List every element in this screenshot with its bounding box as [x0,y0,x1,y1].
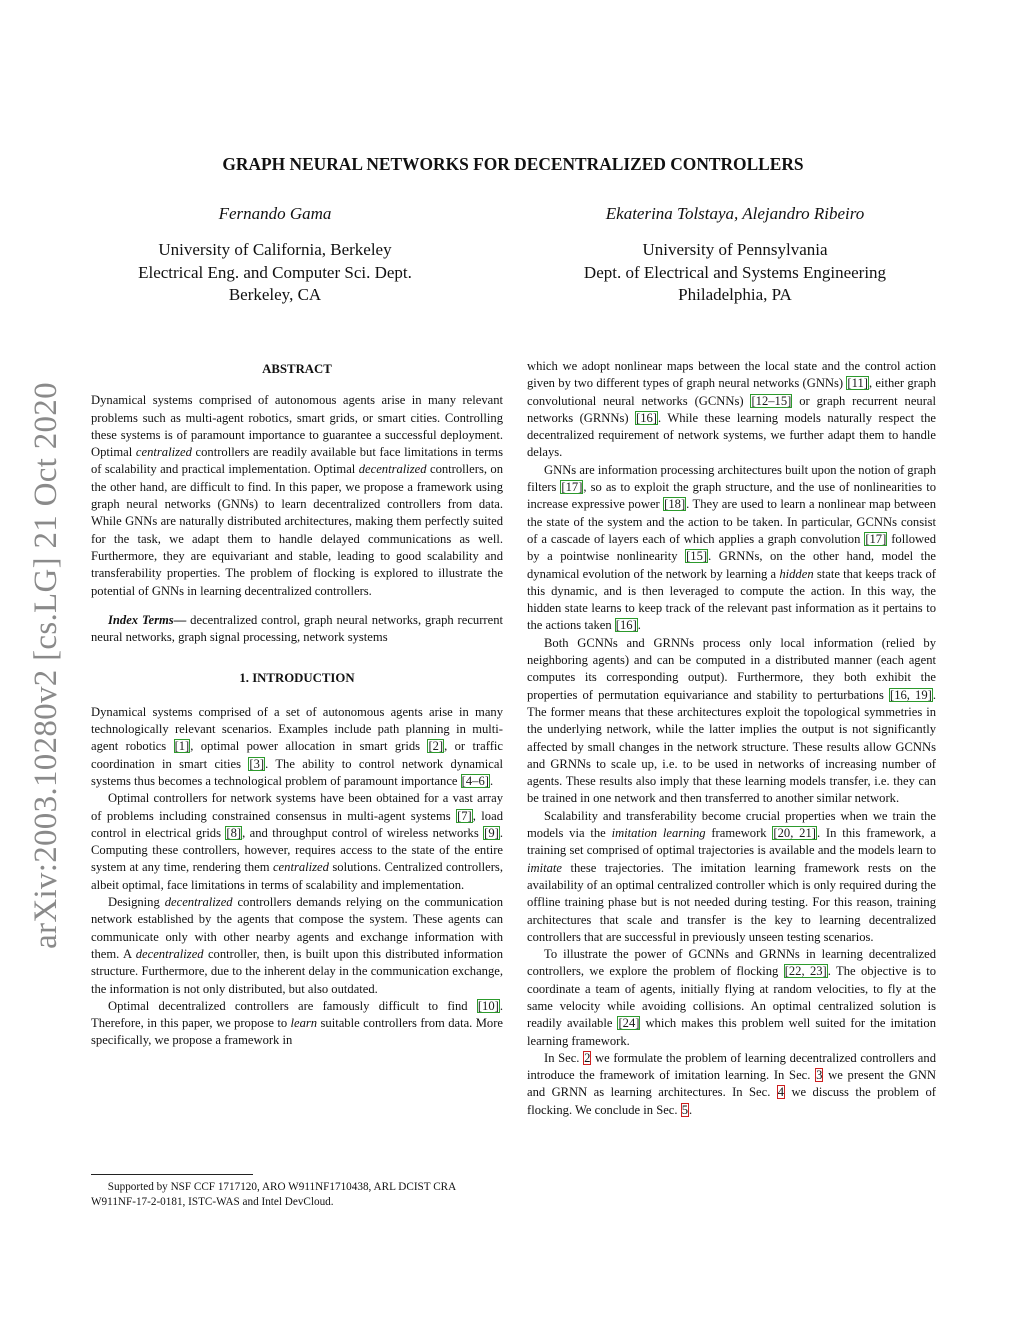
citation-link[interactable]: [11] [847,376,868,391]
citation-link[interactable]: [3] [249,756,265,771]
citation-link[interactable]: [15] [686,549,708,564]
arxiv-stamp [16,355,76,975]
affiliation-line: University of California, Berkeley [158,240,392,259]
paragraph: In Sec. 2 we formulate the problem of learning decentralized controllers and introduce the framework of imitation learning. In Sec. 3 we present the GNN and GRNN as learning architectures. In Sec. 4 we discuss the problem of flocking. We conclude in Sec. 5. [527,1050,936,1117]
affiliation-line: Electrical Eng. and Computer Sci. Dept. [138,262,412,282]
arxiv-stamp-text: arXiv:2003.10280v2 [cs.LG] 21 Oct 2020 [27,381,64,949]
citation-link[interactable]: [12–15] [751,393,792,408]
section-link[interactable]: 3 [816,1068,823,1083]
paragraph: Designing decentralized controllers demands relying on the communication network established by the agents that compose the system. These agents can communicate only with other nearby agents and exchange information with them. A decentralized controller, then, is built upon this distributed information structure. Furthermore, due to the inherent delay in the communication exchange, the information is not only distributed, but also outdated. [91,895,503,996]
paragraph: which we adopt nonlinear maps between the local state and the control action given by two different types of graph neural networks (GNNs) [11], either graph convolutional neural networks (GCNNs) [12–15] or graph recurrent neural networks (GRNNs) [16]. While these learning models naturally respect the decentralized requirement of network systems, we further adapt them to handle delays. [527,359,937,460]
affiliation-line: Dept. of Electrical and Systems Engineering [583,262,887,282]
index-terms-label: Index Terms— [108,612,187,627]
citation-link[interactable]: [22, 23] [784,964,827,979]
citation-link[interactable]: [8] [226,825,242,840]
affiliation-line: Philadelphia, PA [678,285,792,304]
left-column [91,357,503,1050]
paragraph: Optimal controllers for network systems have been obtained for a vast array of problems including constrained consensus in multi-agent systems [7], load control in electrical grids [8], and throughput control of wireless networks [9]. Computing these controllers, however, requires access to the state of the entire system at any time, rendering them centralized solutions. Centralized controllers, albeit optimal, face limitations in terms of scalability and implementation. [91,791,503,892]
section-link[interactable]: 4 [777,1085,785,1100]
footnote-rule [91,1174,253,1175]
citation-link[interactable]: [16] [636,410,657,425]
citation-link[interactable]: [17] [865,531,887,546]
citation-link[interactable]: [17] [561,480,583,495]
author-block-right [530,203,940,307]
section-link[interactable]: 2 [584,1050,591,1065]
affiliation-line: Berkeley, CA [228,285,322,304]
citation-link[interactable]: [9] [484,825,499,840]
paper-title: GRAPH NEURAL NETWORKS FOR DECENTRALIZED CONTROLLERS [222,154,804,174]
paragraph: Scalability and transferability become crucial properties when we train the models via the imitation learning framework [20, 21]. In this framework, a training set comprised of optimal trajectories is available and the models learn to imitate these trajectories. The imitation learning framework rests on the availability of an optimal centralized controller which is only required during the offline training phase but is not needed during testing. For this reason, training architectures that scale and transfer is the key to learning decentralized controllers that are successful in previously unseen testing scenarios. [527,808,936,944]
footnote: Supported by NSF CCF 1717120, ARO W911NF1710438, ARL DCIST CRA W911NF-17-2-0181, ISTC-WAS and Intel DevCloud. [91,1181,456,1208]
abstract-text: Dynamical systems comprised of autonomous agents arise in many relevant problems such as multi-agent robotics, smart grids, or smart cities. Controlling these systems is of paramount importance to guarantee a successful deployment. Optimal centralized controllers are readily available but face limitations in terms of scalability and practical implementation. Optimal decentralized controllers, on the other hand, are difficult to find. In this paper, we propose a framework using graph neural networks (GNNs) to learn decentralized controllers from data. While GNNs are naturally distributed architectures, making them perfectly suited for the task, we adapt them to handle delayed communications as well. Furthermore, they are equivariant and stable, leading to good scalability and transferability properties. The problem of flocking is explored to illustrate the potential of GNNs in learning decentralized controllers. [91,393,503,598]
section-link[interactable]: 5 [681,1102,688,1117]
index-terms: Index Terms— decentralized control, graph neural networks, graph recurrent neural networks, graph signal processing, network systems [91,612,503,645]
affiliation-line: University of Pennsylvania [642,240,828,259]
affiliation-left [90,239,460,307]
paragraph: Optimal decentralized controllers are famously difficult to find [10]. Therefore, in this paper, we propose to learn suitable controllers from data. More specifically, we propose a framework in [91,998,503,1048]
citation-link[interactable]: [1] [174,739,190,754]
citation-link[interactable]: [10] [477,998,499,1013]
paragraph: Both GCNNs and GRNNs process only local information (relied by neighboring agents) and can be computed in a distributed manner (each agent computes its corresponding output). Furthermore, they both exhibit the properties of permutation equivariance and stability to perturbations [16, 19]. The former means that these architectures exploit the topological symmetries in the underlying network, while the latter implies the output is not significantly affected by small changes in the network structure. These results allow GCNNs and GRNNs to scale up, i.e. to be used in networks of increasing number of agents. These results also imply that these learning models transfer, i.e. they can be trained in one network and then transferred to another similar network. [527,635,936,806]
section-heading-introduction: 1. INTRODUCTION [239,671,355,686]
author-block-left [90,203,460,307]
citation-link[interactable]: [4–6] [461,773,489,788]
citation-link[interactable]: [7] [457,808,472,823]
paragraph: GNNs are information processing architectures built upon the notion of graph filters [17], so as to exploit the graph structure, and the use of nonlinearities to increase expressive power [18]. They are used to learn a nonlinear map between the state of the system and the action to be taken. In particular, GCNNs consist of a cascade of layers each of which applies a graph convolution [17] followed by a pointwise nonlinearity [15]. GRNNs, on the other hand, model the dynamical evolution of the network by learning a hidden state that keeps track of this dynamic, and is then leveraged to compute the action. In this way, the hidden state learns to keep track of the relevant past information as it pertains to the actions taken [16]. [527,462,937,633]
citation-link[interactable]: [2] [428,739,444,754]
citation-link[interactable]: [16, 19] [890,687,932,702]
right-column [527,358,936,1119]
paragraph: Dynamical systems comprised of a set of autonomous agents arise in many technologically relevant scenarios. Examples include path planning in multi-agent robotics [1], optimal power allocation in smart grids [2], or traffic coordination in smart cities [3]. The ability to control network dynamical systems thus becomes a technological problem of paramount importance [4–6]. [91,704,503,788]
citation-link[interactable]: [16] [615,618,637,633]
paragraph: To illustrate the power of GCNNs and GRNNs in learning decentralized controllers, we explore the problem of flocking [22, 23]. The objective is to coordinate a team of agents, initially flying at random velocities, to fly at the same velocity while avoiding collisions. An optimal centralized solution is readily available [24] which makes this problem well suited for the imitation learning framework. [527,947,936,1048]
author-name-right: Ekaterina Tolstaya, Alejandro Ribeiro [605,204,865,223]
citation-link[interactable]: [24] [618,1016,640,1031]
affiliation-right [530,239,940,307]
abstract-heading: ABSTRACT [262,362,332,376]
author-name-left: Fernando Gama [218,204,332,223]
citation-link[interactable]: [20, 21] [773,826,816,841]
citation-link[interactable]: [18] [664,497,686,512]
